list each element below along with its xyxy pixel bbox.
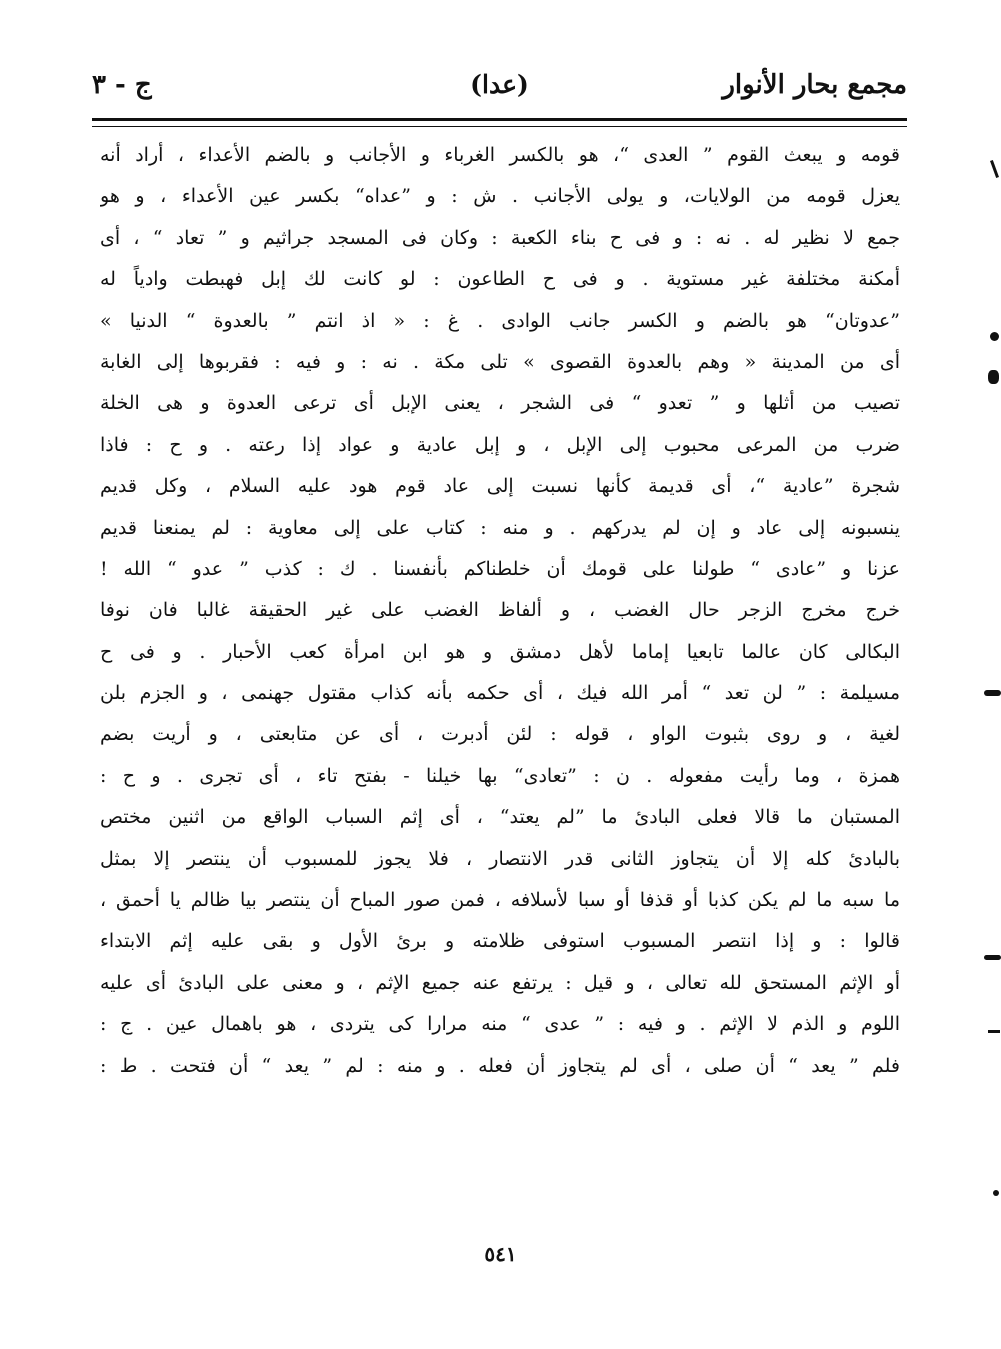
text-line: بالبادئ كله إلا أن يتجاوز الثانى قدر الانتصار ، فلا يجوز للمسبوب أن ينتصر إلا بمثل (100, 847, 900, 870)
text-line: أو الإثم المستحق لله تعالى ، و قيل : يرتفع عنه جميع الإثم ، و معنى على البادئ أى عليه (100, 971, 900, 994)
body-text (100, 135, 900, 1087)
text-line: اللوم و الذم لا الإثم . و فيه : ” عدى “ منه مرارا كى يتردى ، هو باهمال عين . ج : (100, 1013, 900, 1036)
text-line: قومه و يبعث القوم ” العدى “، هو بالكسر الغرباء و الأجانب و بالضم الأعداء ، أراد أنه (100, 144, 900, 166)
text-line: ”عدوتان“ هو بالضم و الكسر جانب الوادى . غ : « اذ انتم ” بالعدوة “ الدنيا » (100, 309, 900, 332)
text-line: همزة ، وما رأيت مفعوله . ن : ”تعادى“ بها خيلنا - بفتح تاء ، أى تجرى . و ح : (100, 764, 900, 787)
scan-margin-mark (988, 1030, 1000, 1033)
text-line: أى من المدينة « وهم بالعدوة القصوى » تلى مكة . نه : و فيه : فقربوها إلى الغابة (100, 350, 900, 373)
header-rule-thin (92, 126, 907, 127)
scan-margin-mark (993, 1190, 999, 1196)
text-line: أمكنة مختلفة غير مستوية . و فى ح الطاعون : لو كانت لك إبل فهبطت وادياً له (100, 268, 900, 291)
text-line: المستبان ما قالا فعلى البادئ ما ”لم يعتد“ ، أى إثم السباب الواقع من اثنين مختص (100, 806, 900, 829)
text-line: لغية ، و روى بثبوت الواو ، قوله : لئن أدبرت ، أى عن متابعتى ، و أريت بضم (100, 723, 900, 746)
text-line: خرج مخرج الزجر حال الغضب ، و ألفاظ الغضب على غير الحقيقة غالبا فان نوفا (100, 599, 900, 622)
volume-label: ج - ٣ (92, 70, 152, 100)
scan-margin-mark (990, 160, 999, 178)
text-line: يعزل قومه من الولايات، و يولى الأجانب . ش : و ”عداه“ بكسر عين الأعداء ، و هو (100, 185, 900, 208)
running-header (92, 68, 907, 112)
entry-heading: (عدا) (470, 70, 529, 99)
text-line: ضرب من المرعى محبوب إلى الإبل ، و إبل عادية و عواد إذا رعته . و ح : فاذا (100, 433, 900, 456)
page-number: ٥٤١ (484, 1242, 517, 1266)
text-line: ينسبونه إلى عاد و إن لم يدركهم . و منه : كتاب على إلى معاوية : لم يمنعنا قديم (100, 516, 900, 539)
text-line: فلم ” يعد “ أن صلى ، أى لم يتجاوز أن فعله . و منه : لم ” يعد “ أن فتحت . ط : (100, 1054, 900, 1077)
scan-margin-mark (988, 370, 999, 384)
text-line: مسيلمة : ” لن تعد “ أمر الله فيك ، أى حكمه بأنه كذاب مقتول جهنمى ، و الجزم بلن (100, 682, 900, 705)
text-line: شجرة ”عادية “، أى قديمة كأنها نسبت إلى عاد قوم هود عليه السلام ، وكل قديم (100, 475, 900, 498)
scan-margin-mark (984, 955, 1001, 960)
book-title: مجمع بحار الأنوار (722, 70, 907, 100)
text-line: قالوا : و إذا انتصر المسبوب استوفى ظلامته و برئ الأول و بقى عليه إثم الابتداء (100, 930, 900, 953)
scan-margin-mark (984, 690, 1001, 696)
header-rule-thick (92, 118, 907, 121)
text-line: ما سبه ما لم يكن كذبا أو قذفا أو سبا لأسلافه ، فمن صور المباح أن ينتصر بيا ظالم يا أحمق ، (100, 889, 900, 912)
text-line: البكالى كان عالما تابعيا إماما لأهل دمشق و هو ابن امرأة كعب الأحبار . و فى ح (100, 640, 900, 663)
scan-margin-mark (990, 332, 999, 341)
text-line: عزنا و ”عادى “ طولنا على قومك أن خلطناكم بأنفسنا . ك : كذب ” عدو “ الله ! (100, 557, 900, 580)
text-line: جمع لا نظير له . نه : و فى ح بناء الكعبة : وكان فى المسجد جراثيم و ” تعاد “ ، أى (100, 226, 900, 249)
text-line: تصيب من أثلها و ” تعدو “ فى الشجر ، يعنى الإبل أى ترعى العدوة و هى الخلة (100, 392, 900, 415)
